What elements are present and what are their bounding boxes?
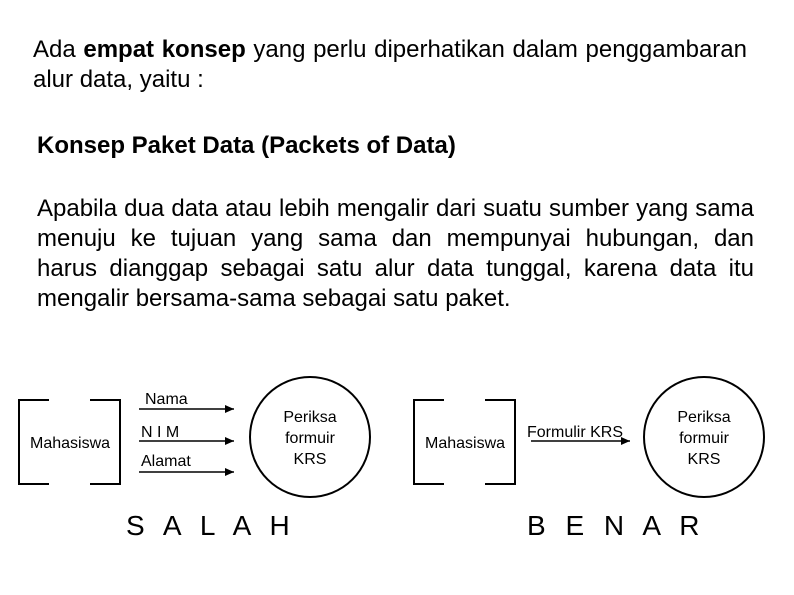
wrong-flow-label-nim: N I M: [141, 424, 180, 441]
wrong-example: [19, 377, 370, 541]
wrong-process-line-2: formuir: [285, 430, 335, 447]
wrong-entity-label: Mahasiswa: [29, 435, 111, 452]
right-example: [414, 377, 764, 541]
wrong-verdict: S A L A H: [126, 510, 296, 541]
right-process-line-3: KRS: [687, 451, 721, 468]
wrong-flow-label-alamat: Alamat: [141, 453, 191, 470]
right-process-line-1: Periksa: [677, 409, 731, 426]
intro-part2: yang perlu diperhatikan dalam penggambaran alur data, yaitu :: [33, 36, 747, 93]
right-flow-label: Formulir KRS: [527, 424, 624, 441]
wrong-flow-label-nama: Nama: [145, 391, 188, 408]
right-process-line-2: formuir: [679, 430, 729, 447]
intro-emphasis: empat konsep: [83, 36, 246, 63]
wrong-process-line-3: KRS: [293, 451, 327, 468]
wrong-process-line-1: Periksa: [283, 409, 337, 426]
right-entity-label: Mahasiswa: [424, 435, 506, 452]
concept-paragraph: Apabila dua data atau lebih mengalir dari suatu sumber yang sama menuju ke tujuan yang sama dan mempunyai hubungan, dan harus dianggap sebagai satu alur data tunggal, karena data itu mengalir bersama-sama sebagai satu paket.: [37, 195, 754, 312]
section-heading: Konsep Paket Data (Packets of Data): [37, 132, 456, 159]
intro-part1: Ada: [33, 36, 76, 63]
right-verdict: B E N A R: [527, 510, 706, 541]
